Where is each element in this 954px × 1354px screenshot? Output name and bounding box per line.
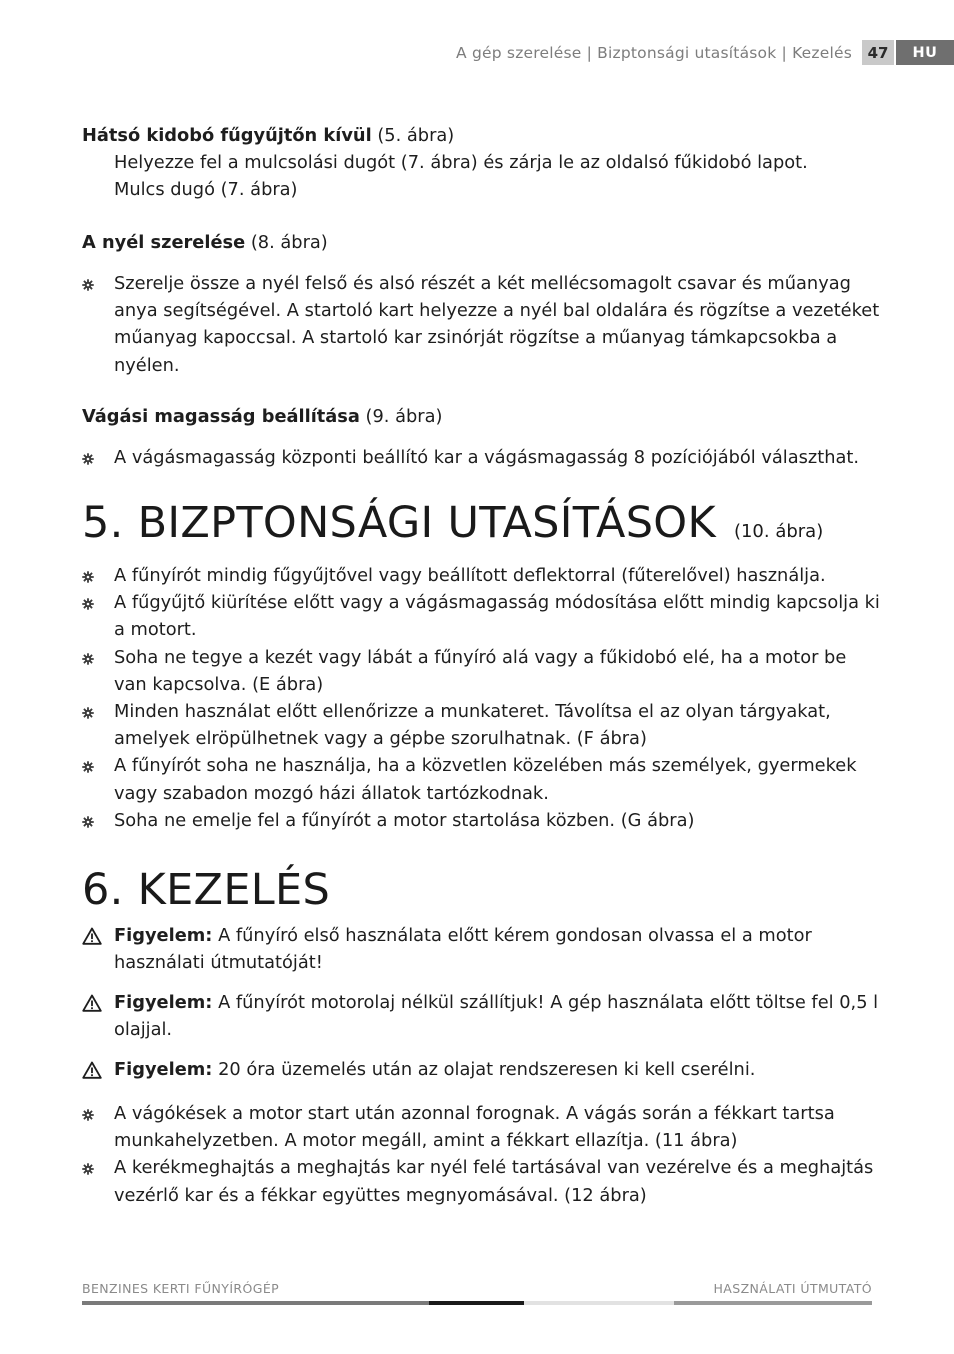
warning-icon xyxy=(82,989,114,1043)
operation-list xyxy=(82,1100,882,1209)
gear-bullet-icon xyxy=(82,761,94,773)
gear-bullet-icon xyxy=(82,1109,94,1121)
handle-heading xyxy=(82,229,882,256)
gear-bullet-icon xyxy=(82,279,94,291)
warning-label: Figyelem: xyxy=(114,992,213,1014)
warning-text: A fűnyírót motorolaj nélkül szállítjuk! A gép használata előtt töltse fel 0,5 l olajjal. xyxy=(114,992,879,1041)
cutting-height-figure: (9. ábra) xyxy=(365,405,443,427)
gear-bullet-icon xyxy=(82,1163,94,1175)
gear-bullet-icon xyxy=(82,598,94,610)
language-tag: HU xyxy=(896,40,954,65)
gear-bullet-icon xyxy=(82,816,94,828)
list-item: A fűgyűjtő kiürítése előtt vagy a vágásmagasság módosítása előtt mindig kapcsolja ki a motort. xyxy=(82,589,882,643)
footer-product-name: BENZINES KERTI FŰNYÍRÓGÉP xyxy=(82,1281,280,1296)
list-item: Minden használat előtt ellenőrizze a munkateret. Távolítsa el az olyan tárgyakat, amelyek elröpülhetnek vagy a gépbe szorulhatnak. (F ábra) xyxy=(82,698,882,752)
gear-bullet-icon xyxy=(82,653,94,665)
rear-collector-title: Hátsó kidobó fűgyűjtőn kívül xyxy=(82,125,372,146)
list-item: Soha ne emelje fel a fűnyírót a motor startolása közben. (G ábra) xyxy=(82,807,882,834)
header-title: A gép szerelése | Bizptonsági utasítások | Kezelés xyxy=(456,43,852,62)
page-content xyxy=(82,122,882,1209)
safety-section-figure: (10. ábra) xyxy=(733,521,824,543)
safety-list xyxy=(82,562,882,834)
handle-figure: (8. ábra) xyxy=(250,232,328,253)
list-item: A vágókések a motor start után azonnal forognak. A vágás során a fékkart tartsa munkahelyzetben. A motor megáll, amint a fékkart ellazítja. (11 ábra) xyxy=(82,1100,882,1154)
handle-list xyxy=(82,270,882,379)
warning-label: Figyelem: xyxy=(114,925,213,947)
warning-icon xyxy=(82,1056,114,1087)
safety-section-heading xyxy=(82,497,882,558)
gear-bullet-icon xyxy=(82,453,94,465)
list-item: A fűnyírót soha ne használja, ha a közvetlen közelében más személyek, gyermekek vagy szabadon mozgó házi állatok tartózkodnak. xyxy=(82,752,882,806)
warning-label: Figyelem: xyxy=(114,1059,213,1081)
gear-bullet-icon xyxy=(82,571,94,583)
cutting-height-list xyxy=(82,444,882,471)
safety-section-title: 5. BIZPTONSÁGI UTASÍTÁSOK xyxy=(82,498,716,549)
rear-collector-figure: (5. ábra) xyxy=(377,125,455,146)
cutting-height-heading xyxy=(82,403,882,430)
footer-bar-segment xyxy=(82,1301,429,1305)
handle-title: A nyél szerelése xyxy=(82,232,246,253)
warning-item xyxy=(82,1056,882,1087)
footer-bar-segment xyxy=(674,1301,872,1305)
rear-collector-line: Mulcs dugó (7. ábra) xyxy=(114,179,298,200)
page-header xyxy=(456,40,954,65)
page-number: 47 xyxy=(862,40,894,65)
warning-text: A fűnyíró első használata előtt kérem gondosan olvassa el a motor használati útmutatóját! xyxy=(114,925,812,974)
warning-icon xyxy=(82,922,114,976)
gear-bullet-icon xyxy=(82,707,94,719)
operation-section-heading: 6. KEZELÉS xyxy=(82,865,331,916)
footer-bar-segment xyxy=(429,1301,524,1305)
list-item: A fűnyírót mindig fűgyűjtővel vagy beállított deflektorral (fűterelővel) használja. xyxy=(82,562,882,589)
footer-bar-segment xyxy=(524,1301,674,1305)
rear-collector-heading xyxy=(82,122,882,149)
list-item: Szerelje össze a nyél felső és alsó részét a két mellécsomagolt csavar és műanyag anya segítségével. A startoló kart helyezze a nyél bal oldalára és rögzítse a vezetéket műanyag kapoccsal. A startoló kar zsinórját rögzítse a műanyag támkapcsokba a nyélen. xyxy=(82,270,882,379)
footer-manual-label: HASZNÁLATI ÚTMUTATÓ xyxy=(713,1281,872,1296)
list-item: A vágásmagasság központi beállító kar a vágásmagasság 8 pozíciójából választhat. xyxy=(82,444,882,471)
list-item: Soha ne tegye a kezét vagy lábát a fűnyíró alá vagy a fűkidobó elé, ha a motor be van kapcsolva. (E ábra) xyxy=(82,644,882,698)
warning-item xyxy=(82,922,882,976)
cutting-height-title: Vágási magasság beállítása xyxy=(82,405,360,427)
warning-text: 20 óra üzemelés után az olajat rendszeresen ki kell cserélni. xyxy=(218,1059,756,1081)
list-item: A kerékmeghajtás a meghajtás kar nyél felé tartásával van vezérelve és a meghajtás vezérlő kar és a fékkar együttes megnyomásával. (12 ábra) xyxy=(82,1154,882,1208)
rear-collector-line: Helyezze fel a mulcsolási dugót (7. ábra) és zárja le az oldalsó fűkidobó lapot. xyxy=(114,152,808,173)
warning-item xyxy=(82,989,882,1043)
